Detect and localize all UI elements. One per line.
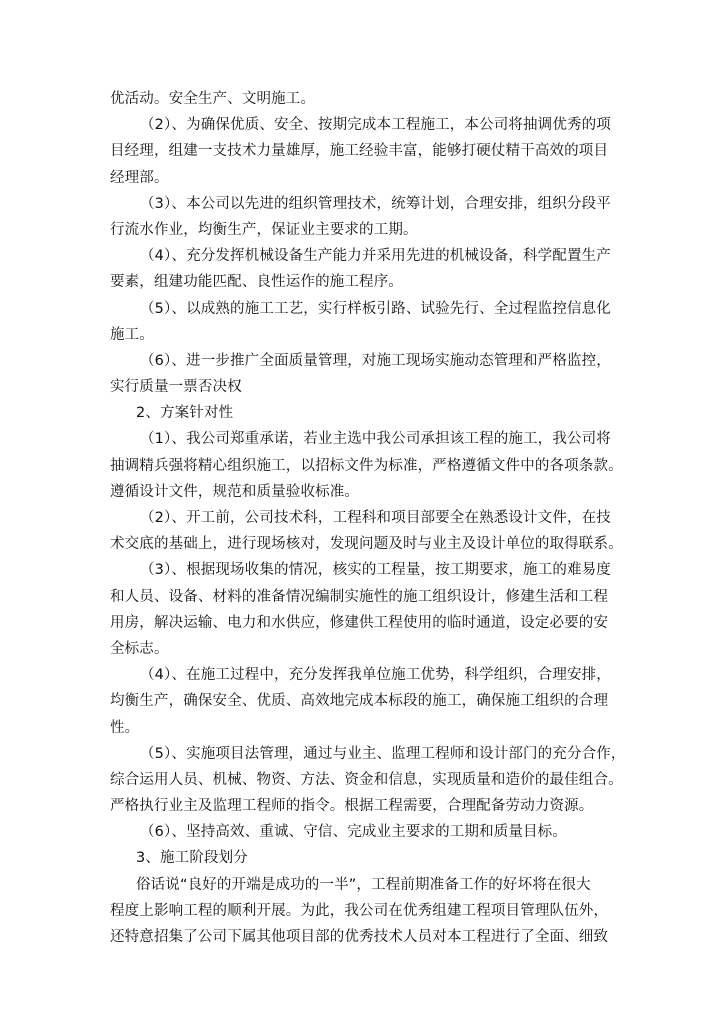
text-line: （1）、我公司郑重承诺，若业主选中我公司承担该工程的施工，我公司将 bbox=[140, 431, 611, 448]
text-line: 遵循设计文件，规范和质量验收标准。 bbox=[110, 483, 360, 500]
text-line: 和人员、设备、材料的准备情况编制实施性的施工组织设计，修建生活和工程 bbox=[110, 588, 609, 605]
text-line: （5）、实施项目法管理，通过与业主、监理工程师和设计部门的充分合作， bbox=[140, 745, 626, 762]
section-heading: 2、方案针对性 bbox=[136, 405, 234, 422]
text-line: （3）、本公司以先进的组织管理技术，统筹计划，合理安排，组织分段平 bbox=[140, 195, 611, 212]
text-line: 优活动。安全生产、文明施工。 bbox=[110, 91, 316, 107]
text-line: 目经理，组建一支技术力量雄厚，施工经验丰富，能够打硬仗精干高效的项目 bbox=[110, 143, 609, 160]
text-line: （6）、坚持高效、重诚、守信、完成业主要求的工期和质量目标。 bbox=[140, 824, 567, 841]
text-line: （4）、在施工过程中，充分发挥我单位施工优势，科学组织，合理安排， bbox=[140, 667, 611, 684]
text-line: 施工。 bbox=[110, 326, 154, 343]
text-line: 行流水作业，均衡生产，保证业主要求的工期。 bbox=[110, 221, 418, 238]
text-line: 抽调精兵强将精心组织施工，以招标文件为标准，严格遵循文件中的各项条款。 bbox=[110, 457, 623, 474]
text-line: （4）、充分发挥机械设备生产能力并采用先进的机械设备，科学配置生产 bbox=[140, 248, 611, 265]
text-line: 经理部。 bbox=[110, 169, 169, 186]
text-line: 均衡生产，确保安全、优质、高效地完成本标段的施工，确保施工组织的合理 bbox=[110, 693, 609, 710]
text-line: 性。 bbox=[110, 719, 140, 736]
text-line: （6）、进一步推广全面质量管理，对施工现场实施动态管理和严格监控， bbox=[140, 352, 611, 369]
text-line: 还特意招集了公司下属其他项目部的优秀技术人员对本工程进行了全面、细致 bbox=[110, 929, 609, 945]
text-line: 全标志。 bbox=[110, 640, 169, 657]
text-line: 俗话说“良好的开端是成功的一半”，工程前期准备工作的好坏将在很大 bbox=[136, 876, 591, 893]
text-line: 综合运用人员、机械、物资、方法、资金和信息，实现质量和造价的最佳组合。 bbox=[110, 771, 623, 788]
text-line: （3）、根据现场收集的情况，核实的工程量，按工期要求，施工的难易度 bbox=[140, 562, 611, 579]
document-body bbox=[110, 86, 630, 950]
text-line: 术交底的基础上，进行现场核对，发现问题及时与业主及设计单位的取得联系。 bbox=[110, 536, 623, 553]
text-line: （2）、开工前，公司技术科，工程科和项目部要全在熟悉设计文件，在技 bbox=[140, 510, 611, 526]
text-line: 实行质量一票否决权 bbox=[110, 379, 242, 396]
section-heading: 3、施工阶段划分 bbox=[136, 850, 248, 867]
text-line: 用房，解决运输、电力和水供应，修建供工程使用的临时通道，设定必要的安 bbox=[110, 614, 609, 631]
text-line: （5）、以成熟的施工工艺，实行样板引路、试验先行、全过程监控信息化 bbox=[140, 300, 611, 317]
text-line: 严格执行业主及监理工程师的指令。根据工程需要，合理配备劳动力资源。 bbox=[110, 798, 594, 815]
text-line: （2）、为确保优质、安全、按期完成本工程施工，本公司将抽调优秀的项 bbox=[140, 117, 611, 134]
text-line: 要素，组建功能匹配、良性运作的施工程序。 bbox=[110, 274, 403, 291]
text-line: 程度上影响工程的顺利开展。为此，我公司在优秀组建工程项目管理队伍外， bbox=[110, 902, 609, 919]
